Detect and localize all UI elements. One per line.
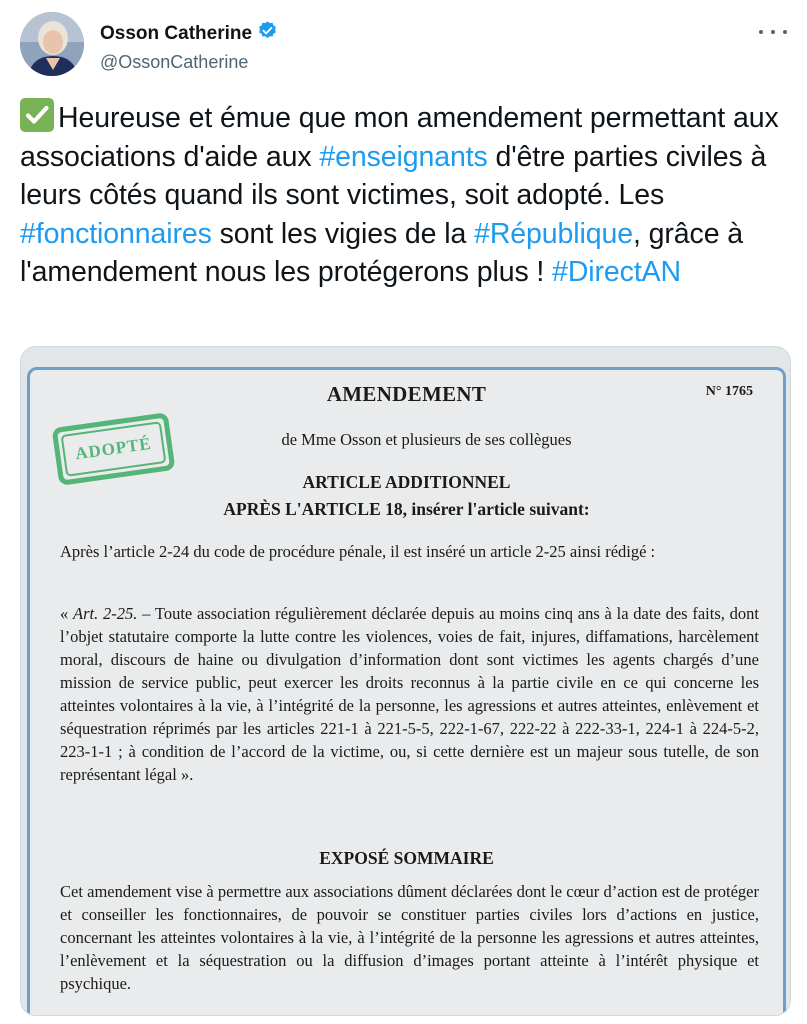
document-paragraph-1: Après l’article 2‑24 du code de procédure pénale, il est inséré un article 2‑25 ainsi rédigé : — [60, 542, 656, 561]
more-dot-icon — [783, 30, 787, 34]
article-heading: ARTICLE ADDITIONNEL — [302, 472, 511, 492]
hashtag-fonctionnaires[interactable]: #fonctionnaires — [20, 217, 212, 250]
hashtag-directan[interactable]: #DirectAN — [552, 256, 682, 288]
paragraph-2-prefix: « — [60, 604, 74, 623]
paragraph-2-text: – Toute association régulièrement déclarée depuis au moins cinq ans à la date des faits, dont l’objet statutaire comporte la lutte contre les violences, voies de fait, injures, diffamations, harcèlement moral, discours de haine ou divulgation d’information dont sont victimes les agents chargés d’une mission de service public, peut exercer les droits reconnus à la partie civile en ce qui concerne les atteintes volontaires à la vie, à l’intégrité de la personne, les agressions et autres atteintes, enlèvement et séquestration réprimés par les articles 221‑1 à 221‑5-5, 222‑1-67, 222‑22 à 222‑33‑1, 224‑1 à 224‑5‑2, 223‑1‑1 ; à condition de l’accord de la victime, ou, si cette dernière est un majeur sous tutelle, de son représentant légal ». — [60, 604, 759, 784]
verified-badge-icon — [257, 20, 278, 48]
hashtag-enseignants[interactable]: #enseignants — [319, 140, 488, 173]
insert-heading: APRÈS L'ARTICLE 18, insérer l'article suivant: — [223, 499, 590, 519]
document-authors: de Mme Osson et plusieurs de ses collègues — [281, 430, 572, 449]
author-name[interactable]: Osson Catherine — [100, 23, 253, 44]
document-number: N° 1765 — [705, 384, 753, 399]
more-options-icon[interactable] — [759, 22, 787, 42]
check-mark-emoji-icon — [20, 98, 54, 132]
document-paragraph-2 — [60, 602, 759, 786]
tweet-header — [20, 12, 787, 78]
paragraph-2-article-ref: Art. 2‑25. — [73, 604, 138, 623]
document-title: AMENDEMENT — [326, 382, 487, 406]
document-paragraph-3: Cet amendement vise à permettre aux associations dûment déclarées dont le cœur d’action est de protéger et conseiller les fonctionnaires, de pouvoir se constituer parties civiles lors d’actions en justice, concernant les atteintes volontaires à la vie, à l’intégrité de la personne les agressions et autres atteintes, l’enlèvement et la séquestration ou la diffusion d’images portant atteinte à l’intérêt physique et psychique. — [60, 882, 759, 993]
author-name-row[interactable] — [100, 20, 278, 48]
tweet-text-part: Heureuse et émue que mon amendement permettant aux associations d'aide aux — [20, 102, 779, 173]
expose-heading: EXPOSÉ SOMMAIRE — [319, 848, 494, 868]
hashtag-republique[interactable]: #République — [474, 217, 634, 250]
amendment-document — [27, 367, 786, 1016]
more-dot-icon — [771, 30, 775, 34]
tweet-text-part: sont les vigies de la — [211, 217, 475, 250]
more-dot-icon — [759, 30, 763, 34]
avatar[interactable] — [20, 12, 84, 76]
adopted-stamp: ADOPTÉ — [52, 412, 176, 486]
tweet-text-part: , grâce à l'amendement nous les protégerons plus ! — [20, 217, 744, 288]
tweet-text-part: d'être parties civiles à leurs côtés quand ils sont victimes, soit adopté. Les — [20, 140, 767, 211]
tweet-media-image[interactable] — [20, 346, 791, 1016]
author-handle[interactable]: @OssonCatherine — [100, 52, 249, 72]
tweet-text — [20, 98, 790, 292]
author-block — [100, 20, 278, 74]
